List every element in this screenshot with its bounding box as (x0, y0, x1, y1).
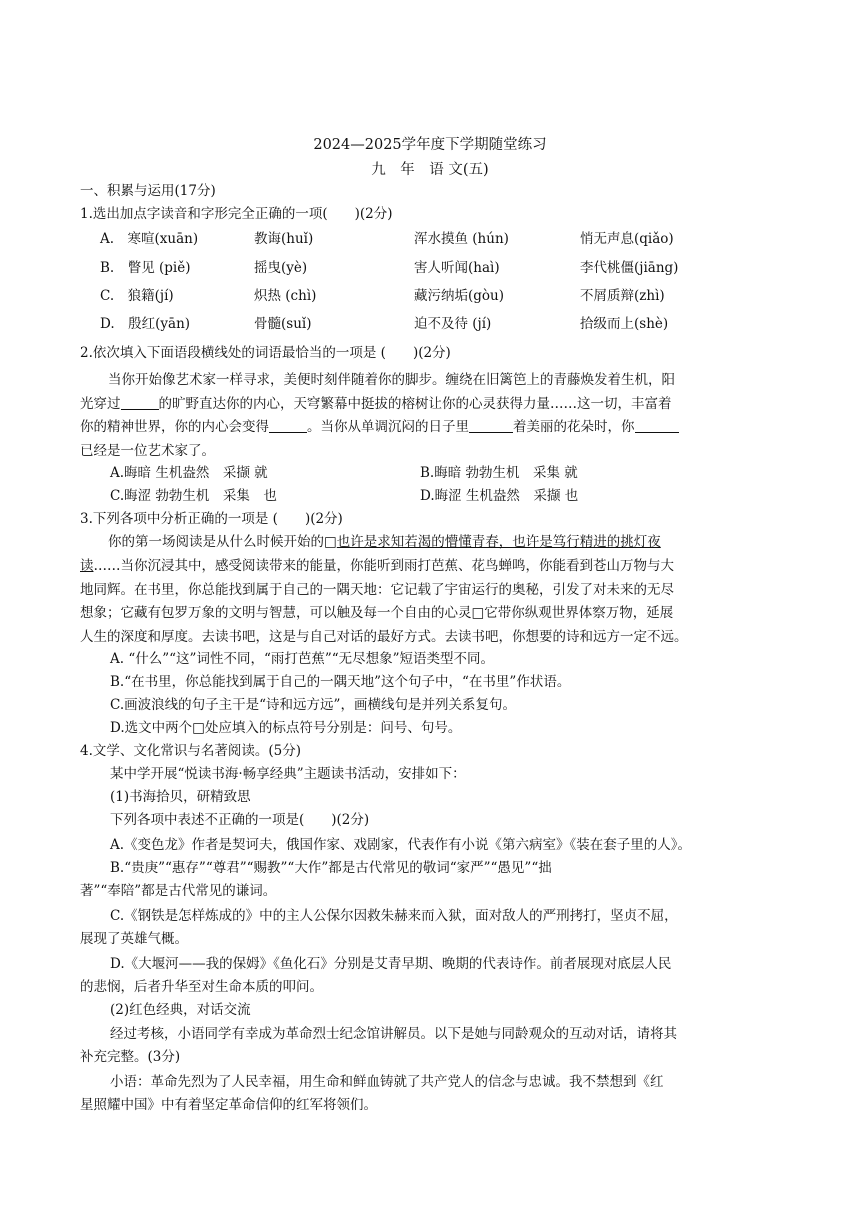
q3-option-d: D.选文中两个□处应填入的标点符号分别是：问号、句号。 (110, 720, 462, 736)
q3-underlined-text: 读 (80, 558, 94, 574)
q2-text: 光穿过 (80, 396, 121, 412)
q2-passage-line (80, 393, 672, 415)
q3-passage-line: 人生的深度和厚度。去读书吧，这是与自己对话的最好方式。去读书吧，你想要的诗和远方一定不远。 (80, 629, 688, 645)
q3-passage-line: 想象；它藏有包罗万象的文明与智慧，可以触及每一个自由的心灵□它带你纵观世界体察万物，延展 (80, 605, 674, 621)
question-4-stem: 4.文学、文化常识与名著阅读。(5分) (80, 743, 302, 759)
q3-passage-line (80, 555, 674, 577)
q1-a-3: 浑水摸鱼 (hún) (414, 231, 509, 247)
q2-text: 着美丽的花朵时，你 (513, 419, 635, 435)
q1-option-row (100, 228, 674, 250)
fill-blank (269, 417, 307, 433)
q4-subheading-2: (2)红色经典，对话交流 (110, 1002, 251, 1018)
q1-c-4: 不屑质辩(zhì) (580, 288, 665, 304)
q1-a-1: A. 寒喧(xuān) (100, 231, 199, 247)
q4-subheading-1: (1)书海拾贝，研精致思 (110, 789, 251, 805)
q2-option-row (110, 462, 578, 484)
q4-dialogue-cont: 星照耀中国》中有着坚定革命信仰的红军将领们。 (80, 1097, 377, 1113)
q1-b-2: 摇曳(yè) (254, 260, 308, 276)
question-3-stem: 3.下列各项中分析正确的一项是 ( )(2分) (80, 511, 343, 527)
q1-d-1: D. 殷红(yān) (100, 316, 191, 332)
q2-passage-line (80, 416, 679, 438)
q4-option-d: D.《大堰河——我的保姆》《鱼化石》分别是艾青早期、晚期的代表诗作。前者展现对底层人民 (110, 956, 672, 972)
q2-text: 的旷野直达你的内心，天穹繁幕中挺拔的榕树让你的心灵获得力量……这一切，丰富着 (158, 396, 672, 412)
q1-option-row (100, 285, 665, 307)
q3-text: 你的第一场阅读是从什么时候开始的□ (108, 534, 337, 550)
q4-intro: 某中学开展“悦读书海·畅享经典”主题读书活动，安排如下： (110, 766, 466, 782)
q1-d-2: 骨髓(suǐ) (254, 316, 312, 332)
q1-b-3: 害人听闻(haì) (414, 260, 500, 276)
q4-sub2-text: 经过考核，小语同学有幸成为革命烈士纪念馆讲解员。以下是她与同龄观众的互动对话，请将其 (110, 1026, 677, 1042)
q3-option-b: B.“在书里，你总能找到属于自己的一隅天地”这个句子中，“在书里”作状语。 (110, 674, 571, 690)
q2-text: 。当你从单调沉闷的日子里 (307, 419, 469, 435)
q4-option-d-cont: 的悲悯，后者升华至对生命本质的叩问。 (80, 979, 323, 995)
fill-blank (121, 394, 159, 410)
q4-option-c-cont: 展现了英雄气概。 (80, 931, 188, 947)
section-heading: 一、积累与运用(17分) (80, 183, 216, 199)
q3-passage-line: 地同辉。在书里，你总能找到属于自己的一隅天地：它记载了宇宙运行的奥秘，引发了对未来的无尽 (80, 582, 674, 598)
q1-b-1: B. 瞥见 (piě) (100, 260, 191, 276)
q1-c-3: 藏污纳垢(gòu) (414, 288, 504, 304)
q1-option-row (100, 257, 678, 279)
q3-option-a: A. “什么”“这”词性不同，“雨打芭蕉”“无尽想象”短语类型不同。 (110, 651, 495, 667)
q2-option-d: D.晦涩 生机盎然 采撷 也 (420, 488, 579, 504)
question-1-stem: 1.选出加点字读音和字形完全正确的一项( )(2分) (80, 206, 393, 222)
q3-underlined-text: 也许是求知若渴的懵懂青春，也许是笃行精进的挑灯夜 (336, 534, 661, 550)
question-2-stem: 2.依次填入下面语段横线处的词语最恰当的一项是 ( )(2分) (80, 345, 451, 361)
fill-blank (469, 417, 513, 433)
q2-option-c: C.晦涩 勃勃生机 采集 也 (110, 488, 277, 504)
q2-text: 你的精神世界，你的内心会变得 (80, 419, 269, 435)
q4-dialogue: 小语：革命先烈为了人民幸福，用生命和鲜血铸就了共产党人的信念与忠诚。我不禁想到《红 (110, 1074, 664, 1090)
q1-a-2: 教诲(huǐ) (254, 231, 314, 247)
q4-option-b: B.“贵庚”“惠存”“尊君”“赐教”“大作”都是古代常见的敬词“家严”“愚见”“拙 (110, 860, 552, 876)
q4-option-b-cont: 著”“奉陪”都是古代常见的谦词。 (80, 883, 277, 899)
q4-option-c: C.《钢铁是怎样炼成的》中的主人公保尔因救朱赫来而入狱，面对敌人的严刑拷打，坚贞不屈， (110, 908, 678, 924)
q1-d-4: 拾级而上(shè) (580, 316, 669, 332)
fill-blank (635, 417, 679, 433)
q1-a-4: 悄无声息(qiǎo) (580, 231, 674, 247)
q2-option-row (110, 485, 578, 507)
exam-title: 2024—2025学年度下学期随堂练习 (313, 137, 547, 153)
q1-c-2: 炽热 (chì) (254, 288, 317, 304)
q1-option-row (100, 313, 668, 335)
q4-option-a: A.《变色龙》作者是契诃夫，俄国作家、戏剧家，代表作有小说《第六病室》《装在套子里的人》。 (110, 837, 692, 853)
exam-subtitle: 九 年 语 文(五) (371, 162, 489, 178)
q4-sub2-text-cont: 补充完整。(3分) (80, 1049, 181, 1065)
q2-passage-line: 已经是一位艺术家了。 (80, 443, 215, 459)
q3-option-c: C.画波浪线的句子主干是“诗和远方远”，画横线句是并列关系复句。 (110, 697, 516, 713)
q1-b-4: 李代桃僵(jiāng) (580, 260, 679, 276)
q2-option-b: B.晦暗 勃勃生机 采集 就 (420, 465, 578, 481)
q1-d-3: 迫不及待 (jí) (414, 316, 492, 332)
q3-passage-line (108, 531, 661, 553)
q2-passage-line: 当你开始像艺术家一样寻求，美便时刻伴随着你的脚步。缠绕在旧篱笆上的青藤焕发着生机，阳 (108, 372, 675, 388)
q3-text: ……当你沉浸其中，感受阅读带来的能量，你能听到雨打芭蕉、花鸟蝉鸣，你能看到苍山万物与大 (93, 558, 674, 574)
q1-c-1: C. 狼籍(jí) (100, 288, 174, 304)
q2-option-a: A.晦暗 生机盎然 采撷 就 (110, 465, 268, 481)
q4-sub1-stem: 下列各项中表述不正确的一项是( )(2分) (110, 812, 370, 828)
